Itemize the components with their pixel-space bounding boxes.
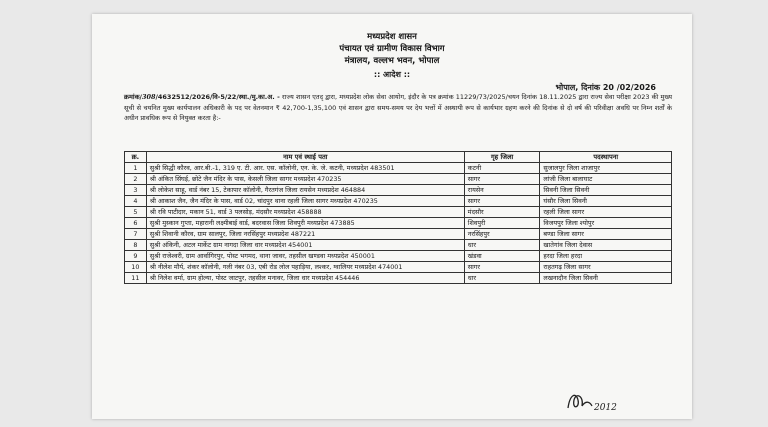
row-home-district: नरसिंहपुर [464,229,540,240]
order-ref: /4632512/2026/वि-5/22/स्था./मु.का.अ. - [155,93,280,101]
order-prefix: क्रमांक/ [124,93,142,101]
signature-text: 2012 [594,403,617,413]
table-row [125,207,672,218]
table-row [125,196,672,207]
row-name-address: श्री रवि पाटीदार, मकान 51, वार्ड 3 पलसोड़, मंदसौर मध्यप्रदेश 458888 [146,207,464,218]
row-name-address: श्री अंकित सिंघई, छोटे जैन मंदिर के पास, केसली जिला सागर मध्यप्रदेश 470235 [146,174,464,185]
row-sno: 4 [125,196,147,207]
table-row [125,229,672,240]
col-home-district: गृह जिला [464,152,540,163]
row-sno: 2 [125,174,147,185]
row-home-district: रायसेन [464,185,540,196]
col-posting: पदस्थापना [540,152,672,163]
department-name: पंचायत एवं ग्रामीण विकास विभाग [339,44,445,54]
row-name-address: सुश्री मुस्कान गुप्ता, महारानी लक्ष्मीबाई वार्ड, बदरवास जिला शिवपुरी मध्यप्रदेश 473885 [146,218,464,229]
order-number: 308 [141,93,156,101]
row-posting: सिवनी जिला सिवनी [540,185,672,196]
row-sno: 8 [125,240,147,251]
row-home-district: मंदसौर [464,207,540,218]
table-row [125,163,672,174]
table-row [125,185,672,196]
row-sno: 9 [125,251,147,262]
appointment-table [124,151,672,284]
col-name-address: नाम एवं स्थाई पता [146,152,464,163]
order-body: राज्य शासन एतद् द्वारा, मध्यप्रदेश लोक सेवा आयोग, इंदौर के पत्र क्रमांक 11229/73/2025/चयन दिनांक 18.11.2025 द्वारा राज्य सेवा परीक्षा 2023 की मुख्य सूची से चयनित मुख्य कार्यपालन अधिकारी के पद पर वेतनमान ₹ 42,700-1,35,100 एवं शासन द्वारा समय-समय पर देय भत्तों में अस्थायी रूप से कार्यभार ग्रहण करने की दिनांक से दो वर्ष की परिवीक्षा अवधि पर निम्न शर्तों के अधीन प्रावधिक रूप से नियुक्त करता है:- [124,93,672,122]
table-row [125,273,672,284]
row-posting: रहली जिला सागर [540,207,672,218]
row-posting: घंसौर जिला सिवनी [540,196,672,207]
row-posting: बण्डा जिला सागर [540,229,672,240]
row-home-district: सागर [464,196,540,207]
row-sno: 10 [125,262,147,273]
order-paragraph [124,92,672,124]
table-header-row [125,152,672,163]
table-row [125,262,672,273]
row-posting: लखनादौन जिला सिवनी [540,273,672,284]
row-posting: हरदा जिला हरदा [540,251,672,262]
row-home-district: शिवपुरी [464,218,540,229]
row-name-address: श्री नीलेश मौर्य, शंकर कॉलोनी, गली नंबर 03, एबी रोड लोल पहाड़िया, लश्कर, ग्वालियर मध्यप्रदेश 474001 [146,262,464,273]
place-date: भोपाल, दिनांक 20 /02/2026 [555,83,656,92]
order-document [92,14,692,419]
row-home-district: सागर [464,174,540,185]
row-name-address: श्री आकाश जैन, जैन मंदिर के पास, वार्ड 02, चांदपुर थाना रहली जिला सागर मध्यप्रदेश 470235 [146,196,464,207]
row-name-address: श्री लोकेश साहू, वार्ड नंबर 15, टेकापार कॉलोनी, गैरतगंज जिला रायसेन मध्यप्रदेश 464884 [146,185,464,196]
row-sno: 1 [125,163,147,174]
row-name-address: श्री निलेश वर्मा, ग्राम होल्या, पोस्ट जाटपुर, तहसील मनावर, जिला धार मध्यप्रदेश 454446 [146,273,464,284]
row-sno: 6 [125,218,147,229]
table-row [125,174,672,185]
order-heading: :: आदेश :: [373,70,411,79]
row-home-district: धार [464,240,540,251]
row-home-district: खंडवा [464,251,540,262]
table-row [125,218,672,229]
row-home-district: कटनी [464,163,540,174]
row-sno: 11 [125,273,147,284]
row-posting: खातेगांव जिला देवास [540,240,672,251]
row-sno: 5 [125,207,147,218]
row-home-district: सागर [464,262,540,273]
table-row [125,251,672,262]
row-posting: राहतगढ़ जिला सागर [540,262,672,273]
row-name-address: सुश्री शिवानी कौरव, ग्राम सालपुर, जिला नरसिंहपुर मध्यप्रदेश 487221 [146,229,464,240]
govt-name: मध्यप्रदेश शासन [367,32,417,42]
ministry-address: मंत्रालय, वल्लभ भवन, भोपाल [344,56,440,66]
row-posting: सुजालपुर जिला शाजापुर [540,163,672,174]
row-posting: लांजी जिला बालाघाट [540,174,672,185]
table-row [125,240,672,251]
row-sno: 3 [125,185,147,196]
row-name-address: सुश्री सिद्धी कौरव, आर.बी.-1, 319 ए. टी. आर. एस. कॉलोनी, एन. के. जे. कटनी, मध्यप्रदेश 483501 [146,163,464,174]
row-posting: विजयपुर जिला श्योपुर [540,218,672,229]
col-sno: क्र. [125,152,147,163]
row-home-district: धार [464,273,540,284]
row-name-address: सुश्री अंकिनी, अटल मार्केट ग्राम नागदा जिला धार मध्यप्रदेश 454001 [146,240,464,251]
signature [560,386,630,416]
row-name-address: सुश्री राजेश्वरी, ग्राम आर्वागिरपुर, पोस्ट भगमद, थाना जावर, तहसील खण्डवा मध्यप्रदेश 450001 [146,251,464,262]
row-sno: 7 [125,229,147,240]
